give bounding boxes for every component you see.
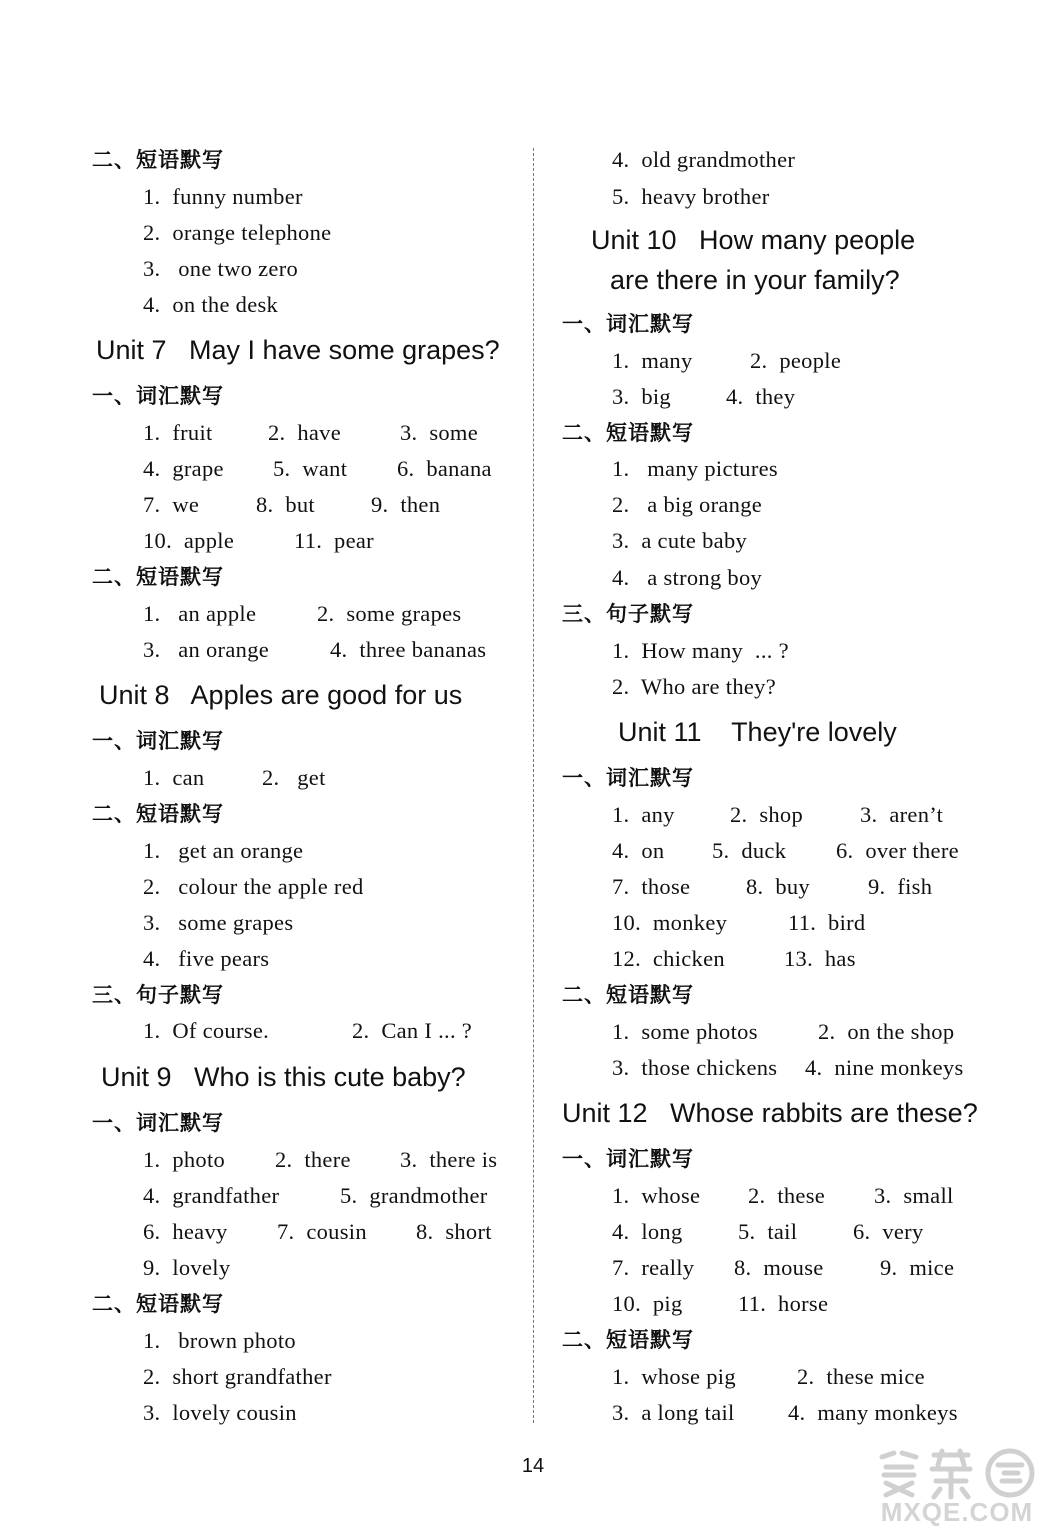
answer-item: 6. over there (836, 838, 959, 863)
answer-item: 3. big (612, 384, 671, 409)
answer-item: 8. buy (746, 874, 810, 899)
page-number: 14 (521, 1455, 545, 1477)
answer-item: 1. brown photo (143, 1328, 296, 1353)
answer-item: 3. some grapes (143, 910, 294, 935)
answer-item: 4. grape (143, 456, 224, 481)
answer-item: 10. pig (612, 1291, 683, 1316)
answer-item: 3. those chickens (612, 1055, 778, 1080)
answer-item: 5. duck (712, 838, 787, 863)
section-heading: 二、短语默写 (562, 983, 694, 1007)
section-heading: 一、词汇默写 (92, 729, 224, 753)
answer-item: 2. a big orange (612, 492, 763, 517)
answer-item: 11. pear (294, 528, 374, 553)
answer-item: 1. fruit (143, 420, 213, 445)
unit-title: Unit 12 Whose rabbits are these? (562, 1098, 978, 1128)
section-heading: 二、短语默写 (92, 1292, 224, 1316)
answer-item: 9. lovely (143, 1255, 231, 1280)
section-heading: 三、句子默写 (562, 602, 694, 626)
answer-item: 1. many pictures (612, 456, 778, 481)
answer-item: 4. nine monkeys (805, 1055, 964, 1080)
answer-item: 3. one two zero (143, 256, 299, 281)
answer-item: 3. small (874, 1183, 954, 1208)
answer-item: 1. many (612, 348, 693, 373)
answer-item: 8. mouse (734, 1255, 824, 1280)
answer-item: 2. shop (730, 802, 804, 827)
answer-item: 6. very (853, 1219, 924, 1244)
answer-item: 1. whose pig (612, 1364, 736, 1389)
section-heading: 一、词汇默写 (562, 1147, 694, 1171)
answer-item: 4. old grandmother (612, 147, 796, 172)
answer-item: 8. short (416, 1219, 492, 1244)
answer-item: 1. photo (143, 1147, 226, 1172)
answer-item: 3. a cute baby (612, 528, 748, 553)
answer-item: 7. cousin (277, 1219, 367, 1244)
answer-item: 5. heavy brother (612, 184, 770, 209)
answer-item: 2. short grandfather (143, 1364, 332, 1389)
answer-item: 4. long (612, 1219, 683, 1244)
answer-item: 2. some grapes (317, 601, 462, 626)
section-heading: 二、短语默写 (92, 802, 224, 826)
answer-item: 3. a long tail (612, 1400, 735, 1425)
column-divider (533, 148, 534, 1423)
answer-item: 4. five pears (143, 946, 270, 971)
answer-item: 9. fish (868, 874, 933, 899)
watermark-url: MXQE.COM (880, 1497, 1034, 1527)
answer-item: 9. then (371, 492, 441, 517)
watermark-logo (872, 1445, 1042, 1533)
answer-item: 10. monkey (612, 910, 728, 935)
answer-item: 2. there (275, 1147, 351, 1172)
answer-item: 3. some (400, 420, 479, 445)
section-heading: 二、短语默写 (562, 1328, 694, 1352)
section-heading: 一、词汇默写 (562, 766, 694, 790)
answer-item: 7. we (143, 492, 200, 517)
answer-item: 2. Who are they? (612, 674, 776, 699)
unit-title: Unit 10 How many people (591, 225, 916, 255)
answer-item: 2. get (262, 765, 326, 790)
answer-item: 2. these (748, 1183, 826, 1208)
answer-item: 4. they (726, 384, 796, 409)
section-heading: 一、词汇默写 (92, 384, 224, 408)
unit-title: Unit 8 Apples are good for us (99, 680, 463, 710)
watermark-logo-icon (872, 1445, 1042, 1501)
answer-item: 4. on the desk (143, 292, 279, 317)
answer-item: 1. How many ... ? (612, 638, 789, 663)
section-heading: 二、短语默写 (562, 421, 694, 445)
answer-item: 2. have (268, 420, 341, 445)
unit-title: Unit 11 They're lovely (618, 717, 897, 747)
section-heading: 一、词汇默写 (92, 1111, 224, 1135)
answer-item: 4. a strong boy (612, 565, 763, 590)
answer-item: 10. apple (143, 528, 235, 553)
answer-item: 1. funny number (143, 184, 303, 209)
answer-item: 5. grandmother (340, 1183, 488, 1208)
answer-item: 1. whose (612, 1183, 701, 1208)
answer-item: 9. mice (880, 1255, 955, 1280)
answer-item: 3. aren’t (860, 802, 944, 827)
unit-title: Unit 7 May I have some grapes? (96, 335, 500, 365)
answer-item: 1. some photos (612, 1019, 758, 1044)
answer-item: 6. banana (397, 456, 492, 481)
answer-item: 1. get an orange (143, 838, 304, 863)
answer-item: 13. has (784, 946, 856, 971)
answer-item: 2. Can I ... ? (352, 1018, 473, 1043)
answer-item: 11. bird (788, 910, 866, 935)
answer-item: 4. three bananas (330, 637, 487, 662)
answer-item: 11. horse (738, 1291, 829, 1316)
answer-item: 3. lovely cousin (143, 1400, 297, 1425)
answer-item: 2. on the shop (818, 1019, 955, 1044)
answer-item: 7. really (612, 1255, 695, 1280)
answer-item: 4. many monkeys (788, 1400, 958, 1425)
section-heading: 二、短语默写 (92, 565, 224, 589)
answer-item: 5. tail (738, 1219, 798, 1244)
answer-item: 5. want (273, 456, 348, 481)
answer-item: 12. chicken (612, 946, 725, 971)
answer-item: 1. can (143, 765, 205, 790)
answer-item: 7. those (612, 874, 691, 899)
answer-item: 3. an orange (143, 637, 270, 662)
answer-item: 3. there is (400, 1147, 498, 1172)
answer-item: 2. colour the apple red (143, 874, 364, 899)
answer-item: 1. Of course. (143, 1018, 270, 1043)
section-heading: 二、短语默写 (92, 148, 224, 172)
answer-item: 4. grandfather (143, 1183, 280, 1208)
answer-item: 2. people (750, 348, 842, 373)
unit-title: Unit 9 Who is this cute baby? (101, 1062, 466, 1092)
answer-item: 6. heavy (143, 1219, 228, 1244)
answer-item: 2. orange telephone (143, 220, 332, 245)
answer-item: 1. any (612, 802, 675, 827)
section-heading: 三、句子默写 (92, 983, 224, 1007)
unit-title-continued: are there in your family? (610, 265, 900, 295)
answer-item: 2. these mice (797, 1364, 925, 1389)
answer-item: 4. on (612, 838, 665, 863)
section-heading: 一、词汇默写 (562, 312, 694, 336)
answer-item: 1. an apple (143, 601, 257, 626)
answer-item: 8. but (256, 492, 315, 517)
